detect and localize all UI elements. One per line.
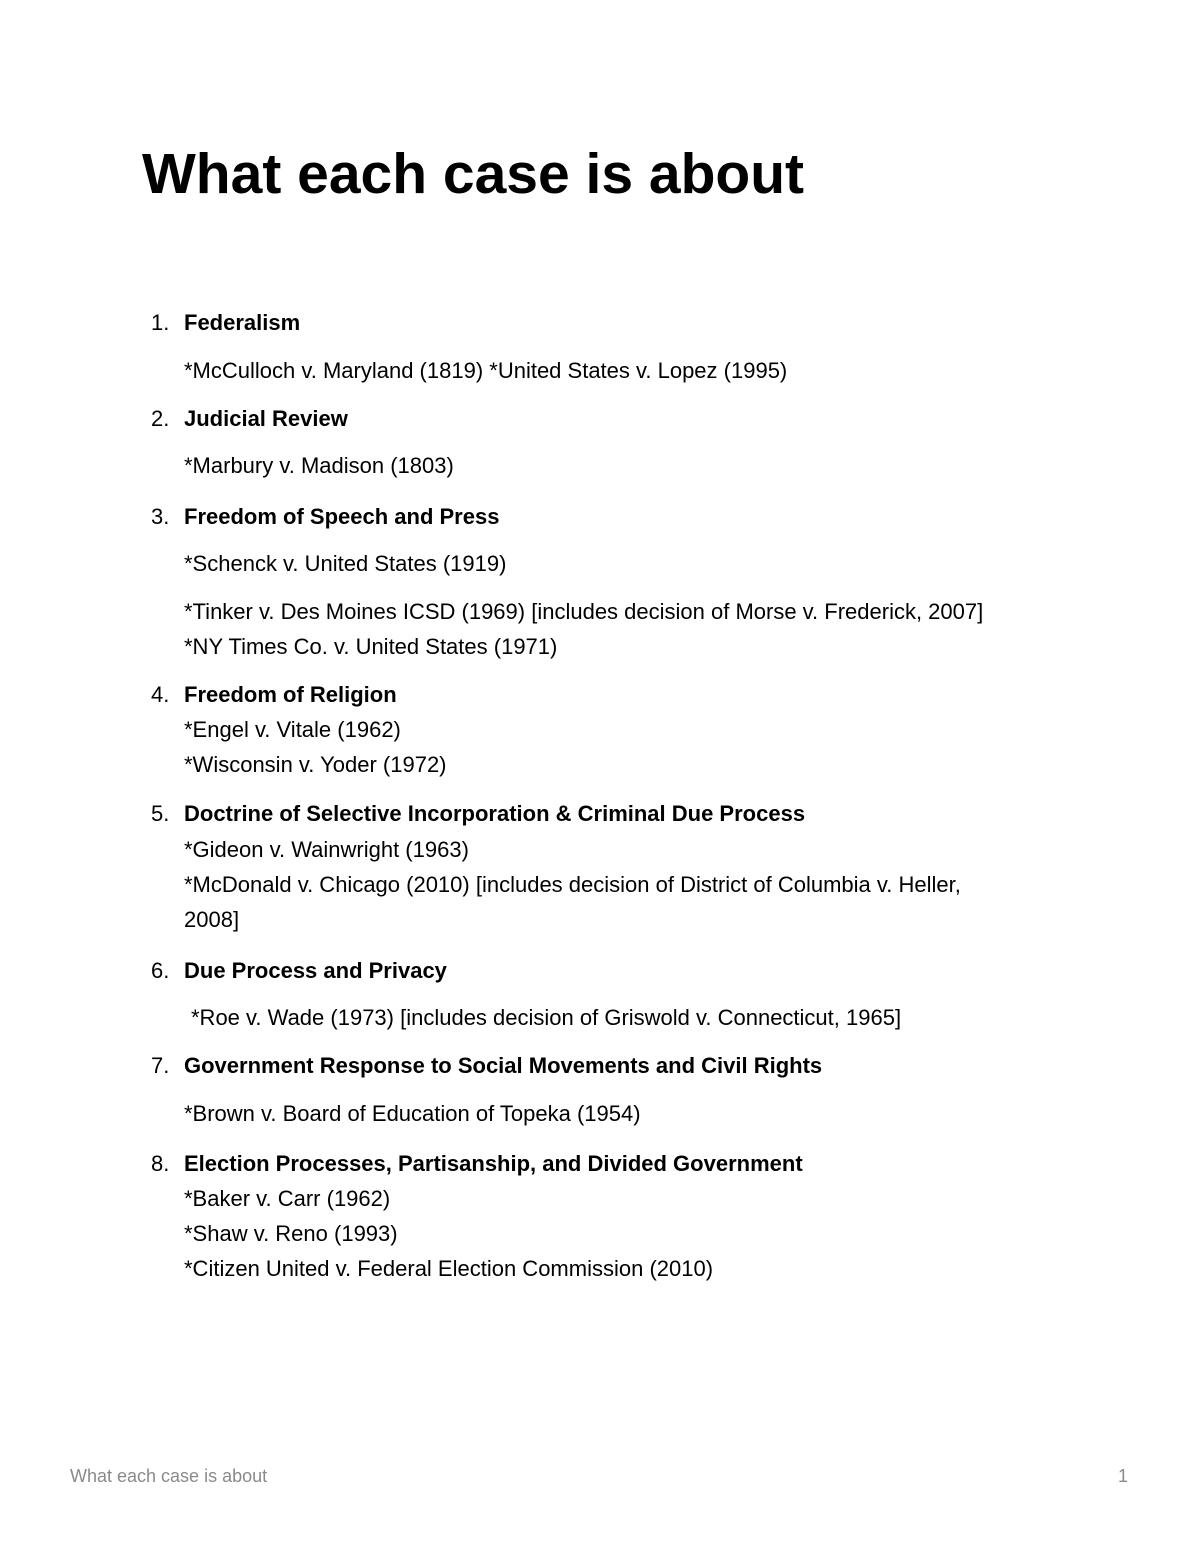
case-line: *Baker v. Carr (1962) [184, 1186, 391, 1211]
section-heading: Federalism [184, 310, 301, 335]
case-line: *Engel v. Vitale (1962) [184, 717, 401, 742]
section-heading: Judicial Review [184, 406, 348, 431]
footer-title: What each case is about [70, 1466, 268, 1486]
list-number: 8. [151, 1151, 170, 1176]
list-number: 3. [151, 504, 170, 529]
section-heading: Election Processes, Partisanship, and Divided Government [184, 1151, 803, 1176]
list-number: 4. [151, 682, 170, 707]
case-line: *Shaw v. Reno (1993) [184, 1221, 398, 1246]
section-heading: Freedom of Religion [184, 682, 397, 707]
case-line: *Roe v. Wade (1973) [includes decision of Griswold v. Connecticut, 1965] [191, 1005, 902, 1030]
case-line: *Schenck v. United States (1919) [184, 551, 507, 576]
list-number: 7. [151, 1053, 170, 1078]
case-line: *Citizen United v. Federal Election Commission (2010) [184, 1256, 714, 1281]
case-line: *Marbury v. Madison (1803) [184, 453, 454, 478]
page-title: What each case is about [142, 142, 805, 206]
case-line: *NY Times Co. v. United States (1971) [184, 634, 558, 659]
list-number: 6. [151, 958, 170, 983]
case-line: *Wisconsin v. Yoder (1972) [184, 752, 447, 777]
case-line: 2008] [184, 907, 240, 932]
list-number: 1. [151, 310, 170, 335]
list-number: 5. [151, 801, 170, 826]
case-line: *Tinker v. Des Moines ICSD (1969) [includes decision of Morse v. Frederick, 2007] [184, 599, 984, 624]
page-number: 1 [1118, 1466, 1129, 1486]
section-heading: Due Process and Privacy [184, 958, 447, 983]
case-line: *Brown v. Board of Education of Topeka (1954) [184, 1101, 641, 1126]
section-heading: Freedom of Speech and Press [184, 504, 500, 529]
section-heading: Government Response to Social Movements and Civil Rights [184, 1053, 823, 1078]
case-line: *Gideon v. Wainwright (1963) [184, 837, 469, 862]
list-number: 2. [151, 406, 170, 431]
case-line: *McDonald v. Chicago (2010) [includes decision of District of Columbia v. Heller, [184, 872, 961, 897]
case-line: *McCulloch v. Maryland (1819) *United States v. Lopez (1995) [184, 358, 788, 383]
section-heading: Doctrine of Selective Incorporation & Criminal Due Process [184, 801, 806, 826]
